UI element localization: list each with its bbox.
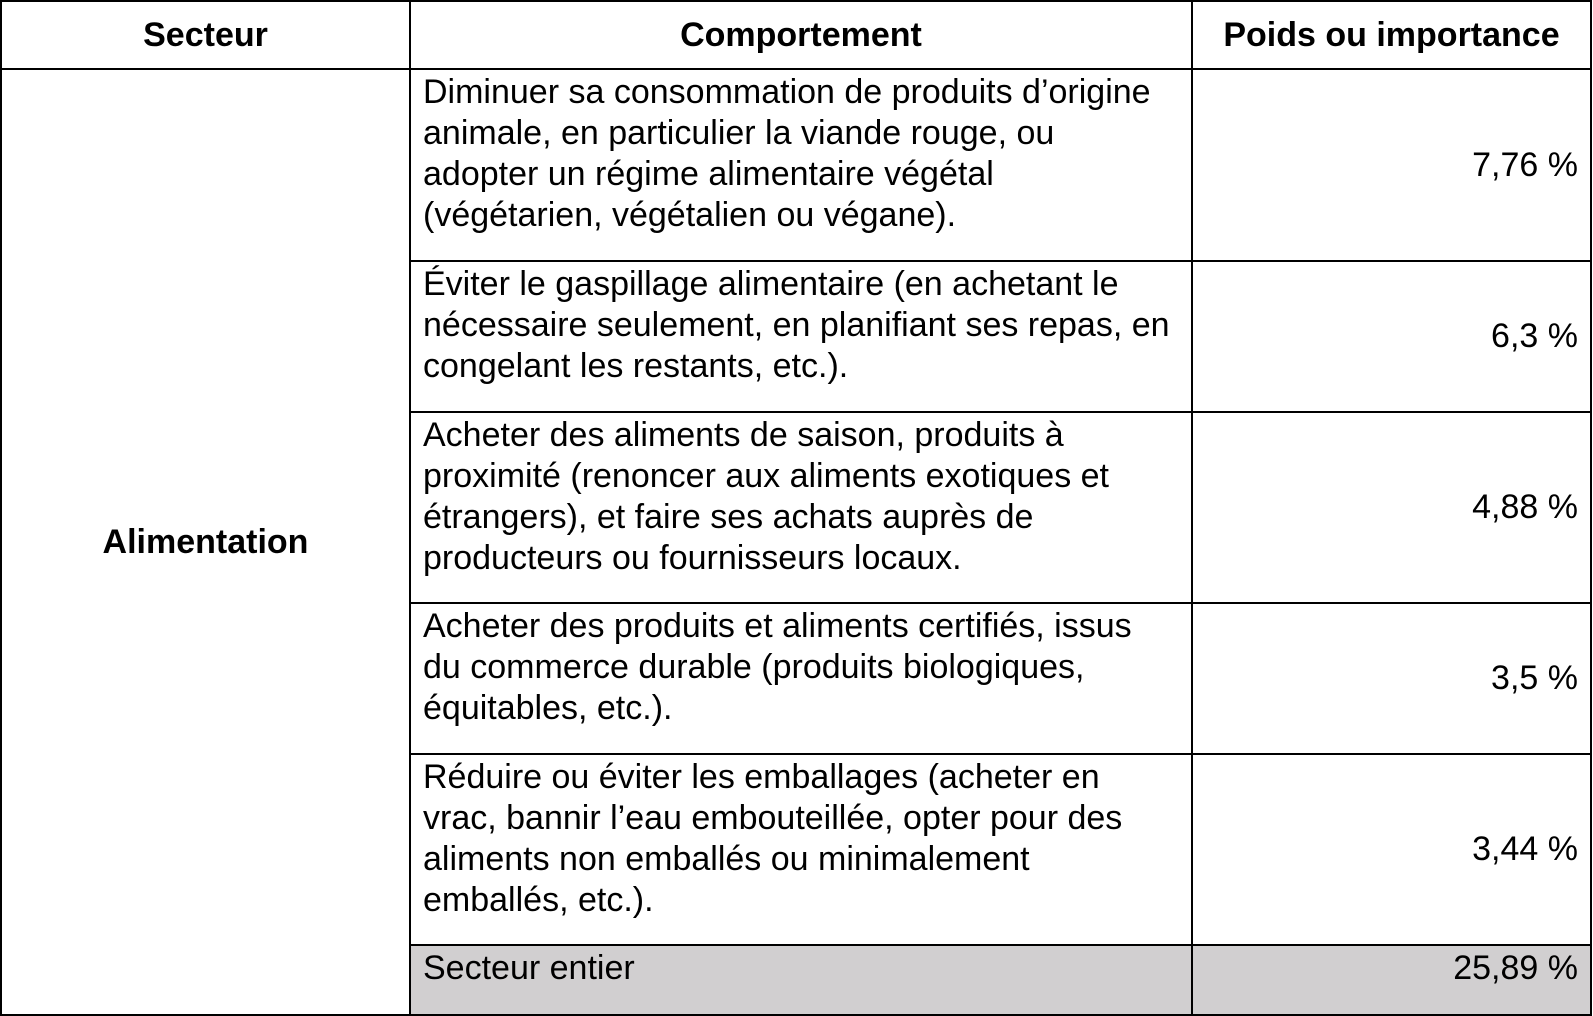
- behavior-cell: Éviter le gaspillage alimentaire (en achetant le nécessaire seulement, en planifiant ses repas, en congelant les restants, etc.).: [410, 261, 1192, 412]
- behavior-cell: Réduire ou éviter les emballages (acheter en vrac, bannir l’eau embouteillée, opter pour des aliments non emballés ou minimalement emballés, etc.).: [410, 754, 1192, 945]
- behavior-cell: Acheter des produits et aliments certifiés, issus du commerce durable (produits biologiques, équitables, etc.).: [410, 603, 1192, 754]
- header-sector: Secteur: [1, 1, 410, 69]
- weight-cell: 7,76 %: [1192, 69, 1591, 261]
- behavior-cell: Acheter des aliments de saison, produits à proximité (renoncer aux aliments exotiques et étrangers), et faire ses achats auprès de producteurs ou fournisseurs locaux.: [410, 412, 1192, 603]
- total-label: Secteur entier: [410, 945, 1192, 1015]
- header-row: [1, 1, 1591, 69]
- total-weight: 25,89 %: [1192, 945, 1591, 1015]
- header-weight: Poids ou importance: [1192, 1, 1591, 69]
- weight-cell: 6,3 %: [1192, 261, 1591, 412]
- table-row: [1, 69, 1591, 261]
- sector-cell: Alimentation: [1, 69, 410, 1015]
- weight-cell: 3,44 %: [1192, 754, 1591, 945]
- weight-cell: 3,5 %: [1192, 603, 1591, 754]
- behavior-cell: Diminuer sa consommation de produits d’origine animale, en particulier la viande rouge, ou adopter un régime alimentaire végétal (végétarien, végétalien ou végane).: [410, 69, 1192, 261]
- weight-cell: 4,88 %: [1192, 412, 1591, 603]
- header-behavior: Comportement: [410, 1, 1192, 69]
